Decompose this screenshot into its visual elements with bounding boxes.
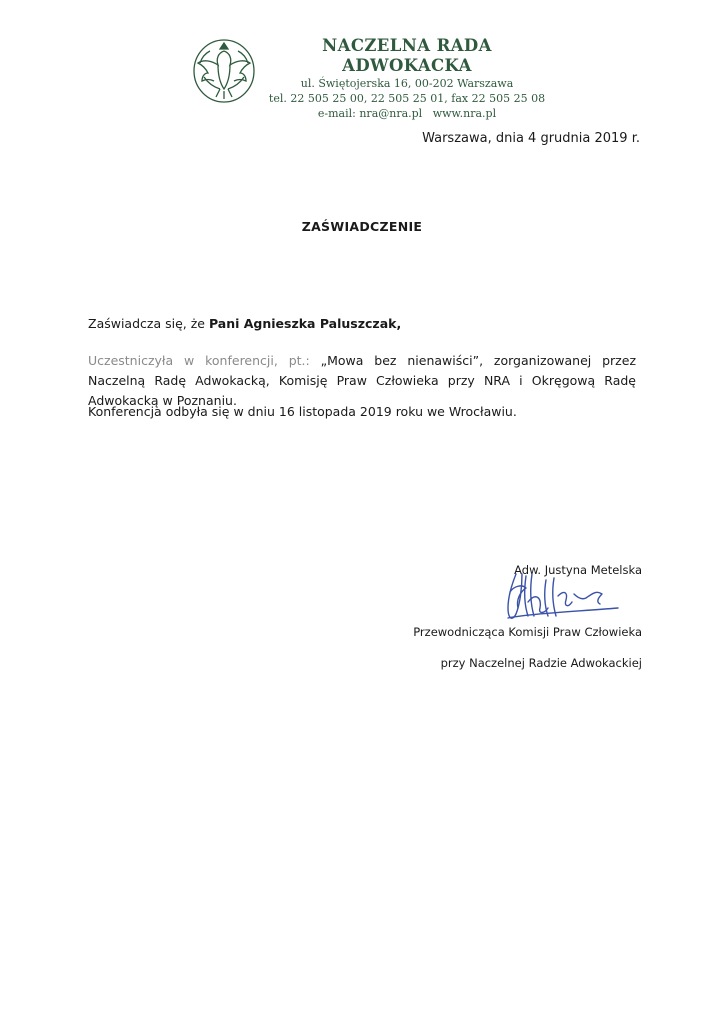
signatory-name: Adw. Justyna Metelska — [514, 563, 642, 577]
signatory-role-line2: przy Naczelnej Radzie Adwokackiej — [440, 656, 642, 670]
participation-details: „Mowa bez nienawiści”, zorganizowanej przez Naczelną Radę Adwokacką, Komisję Praw Człowieka przy NRA i Okręgową Radę Adwokacką w Poznaniu. — [88, 353, 636, 408]
letterhead — [262, 36, 552, 121]
participation-lead: Uczestniczyła w konferencji, pt.: — [88, 353, 310, 368]
document-title: ZAŚWIADCZENIE — [301, 219, 423, 234]
document-date: Warszawa, dnia 4 grudnia 2019 r. — [422, 131, 640, 146]
organization-name: NACZELNA RADA ADWOKACKA — [322, 36, 492, 75]
paragraph-event-date: Konferencja odbyła się w dniu 16 listopada 2019 roku we Wrocławiu. — [88, 404, 517, 419]
attestation-prefix: Zaświadcza się, że — [88, 316, 209, 331]
organization-address: ul. Świętojerska 16, 00-202 Warszawa — [300, 77, 514, 90]
attendee-name: Pani Agnieszka Paluszczak, — [208, 316, 402, 331]
signatory-role-line1: Przewodnicząca Komisji Praw Człowieka — [413, 625, 642, 639]
organization-phones: tel. 22 505 25 00, 22 505 25 01, fax 22 505 25 08 — [268, 92, 546, 105]
eagle-crest-icon — [190, 33, 258, 105]
paragraph-attestation — [88, 314, 636, 334]
organization-contact: e-mail: nra@nra.pl www.nra.pl — [317, 107, 497, 120]
